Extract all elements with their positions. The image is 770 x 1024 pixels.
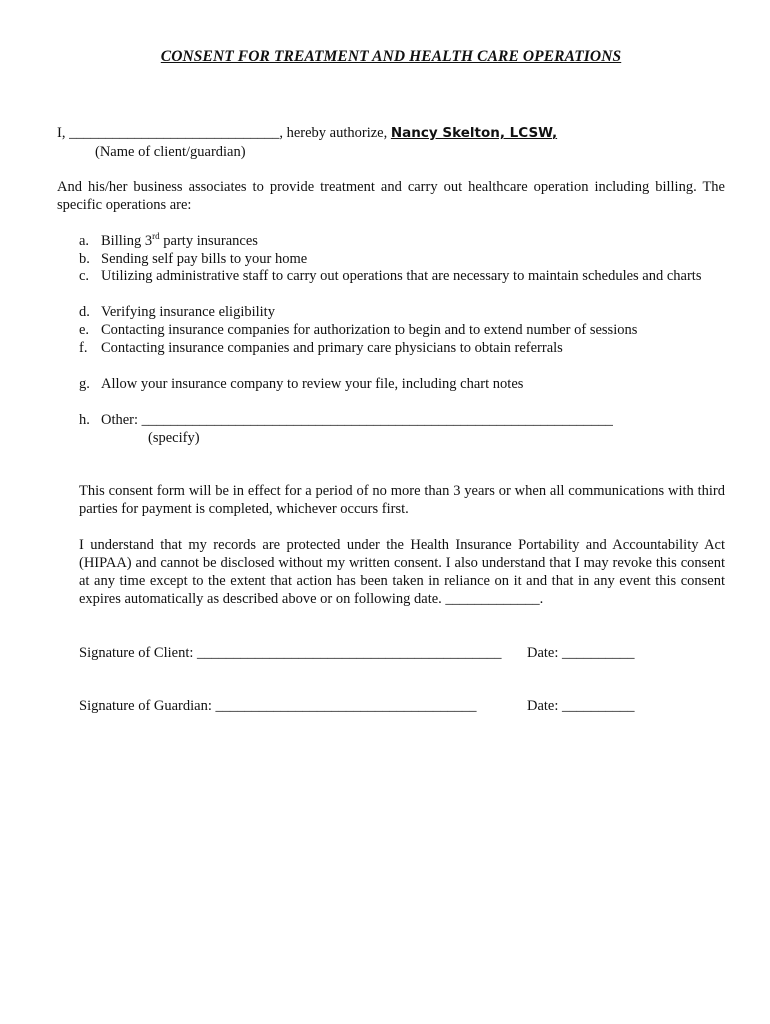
document-title: CONSENT FOR TREATMENT AND HEALTH CARE OPERATIONS (160, 48, 622, 65)
operation-text-part: party insurances (159, 233, 258, 249)
client-signature-line[interactable]: Signature of Client: __________________________________________ (79, 645, 502, 661)
operation-label: a. (79, 233, 90, 249)
hipaa-paragraph: I understand that my records are protected under the Health Insurance Portability and Accountability Act (HIPAA) and cannot be disclosed without my written consent. I also understand that I may revoke this consent at any time except to the extent that action has been taken in reliance on it and that in any event this consent expires automatically as described above or on following date. _____________. (79, 537, 725, 607)
operation-text: Contacting insurance companies for authorization to begin and to extend number of sessions (101, 322, 638, 338)
authorization-prefix: I, (57, 125, 70, 141)
operation-text: Utilizing administrative staff to carry out operations that are necessary to maintain schedules and charts (101, 268, 702, 284)
other-specify-caption: (specify) (148, 430, 200, 446)
operation-label: c. (79, 268, 90, 284)
operation-text: Verifying insurance eligibility (101, 304, 275, 320)
operation-label: g. (79, 376, 90, 392)
client-date-line[interactable]: Date: __________ (527, 645, 635, 661)
client-name-caption: (Name of client/guardian) (95, 144, 246, 160)
other-specify-field[interactable]: Other: _________________________________________________________________ (101, 412, 613, 428)
operation-label: h. (79, 412, 90, 428)
operation-text: Allow your insurance company to review your file, including chart notes (101, 376, 524, 392)
consent-duration-paragraph: This consent form will be in effect for a period of no more than 3 years or when all communications with third parties for payment is completed, whichever occurs first. (79, 483, 725, 517)
authorization-middle: , hereby authorize, (279, 125, 391, 141)
provider-name: Nancy Skelton, LCSW (390, 125, 552, 141)
operation-label: e. (79, 322, 90, 338)
operation-text (101, 232, 727, 250)
operation-label: b. (79, 251, 90, 267)
intro-paragraph: And his/her business associates to provide treatment and carry out healthcare operation including billing. The specific operations are: (57, 179, 725, 213)
authorization-line (57, 124, 557, 142)
client-name-blank[interactable]: _____________________________ (69, 125, 280, 141)
operation-label: f. (79, 340, 88, 356)
guardian-date-line[interactable]: Date: __________ (527, 698, 635, 714)
operation-label: d. (79, 304, 90, 320)
ordinal-superscript: rd (152, 231, 160, 242)
guardian-signature-line[interactable]: Signature of Guardian: ____________________________________ (79, 698, 477, 714)
provider-name-suffix: , (551, 125, 558, 141)
operation-text: Sending self pay bills to your home (101, 251, 308, 267)
operation-text: Contacting insurance companies and primary care physicians to obtain referrals (101, 340, 563, 356)
operation-text-part: Billing 3 (101, 233, 153, 249)
